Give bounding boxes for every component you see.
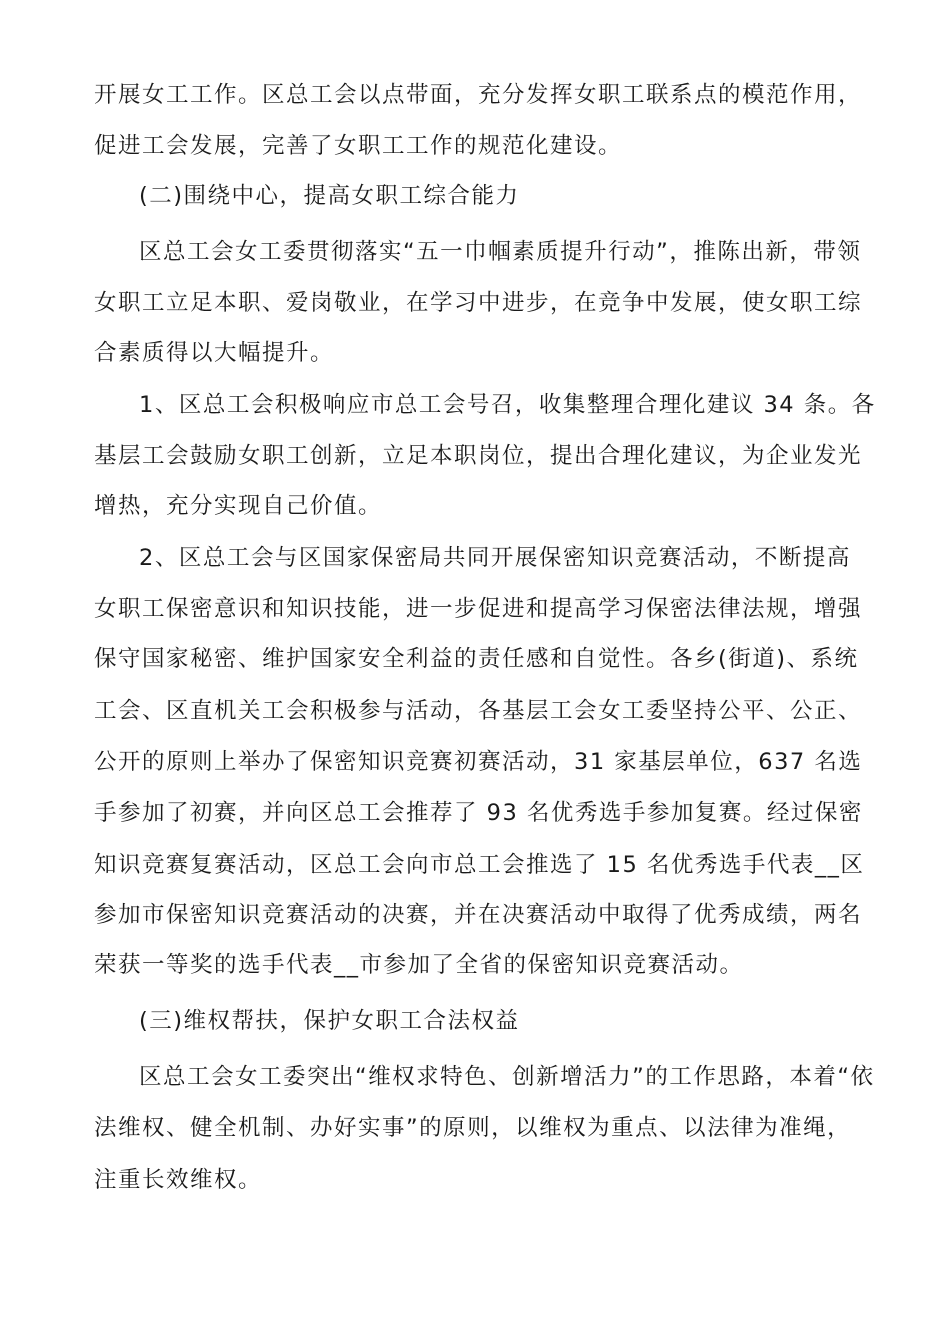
text-line: 工会、区直机关工会积极参与活动，各基层工会女工委坚持公平、公正、 <box>94 698 863 724</box>
text-line: 促进工会发展，完善了女职工工作的规范化建设。 <box>94 133 623 159</box>
text-line: 女职工立足本职、爱岗敬业，在学习中进步，在竞争中发展，使女职工综 <box>94 290 863 316</box>
text-line: 基层工会鼓励女职工创新，立足本职岗位，提出合理化建议，为企业发光 <box>94 443 863 469</box>
text-line: 公开的原则上举办了保密知识竞赛初赛活动，31 家基层单位，637 名选 <box>94 749 863 775</box>
section-heading: (二)围绕中心，提高女职工综合能力 <box>139 183 520 209</box>
text-line: 1、区总工会积极响应市总工会号召，收集整理合理化建议 34 条。各 <box>139 392 876 418</box>
text-line: 知识竞赛复赛活动，区总工会向市总工会推选了 15 名优秀选手代表__区 <box>94 852 865 878</box>
text-line: 手参加了初赛，并向区总工会推荐了 93 名优秀选手参加复赛。经过保密 <box>94 800 863 826</box>
text-line: 2、区总工会与区国家保密局共同开展保密知识竞赛活动，不断提高 <box>139 545 851 571</box>
text-line: 增热，充分实现自己价值。 <box>94 493 383 519</box>
text-line: 女职工保密意识和知识技能，进一步促进和提高学习保密法律法规，增强 <box>94 596 863 622</box>
text-line: 法维权、健全机制、办好实事”的原则，以维权为重点、以法律为准绳， <box>94 1115 852 1141</box>
text-line: 合素质得以大幅提升。 <box>94 340 335 366</box>
section-heading: (三)维权帮扶，保护女职工合法权益 <box>139 1008 520 1034</box>
text-line: 区总工会女工委突出“维权求特色、创新增活力”的工作思路，本着“依 <box>139 1064 875 1090</box>
text-line: 参加市保密知识竞赛活动的决赛，并在决赛活动中取得了优秀成绩，两名 <box>94 902 863 928</box>
text-line: 荣获一等奖的选手代表__市参加了全省的保密知识竞赛活动。 <box>94 952 744 978</box>
text-line: 注重长效维权。 <box>94 1167 263 1193</box>
text-line: 区总工会女工委贯彻落实“五一巾帼素质提升行动”，推陈出新，带领 <box>139 239 862 265</box>
text-line: 保守国家秘密、维护国家安全利益的责任感和自觉性。各乡(街道)、系统 <box>94 646 859 672</box>
text-line: 开展女工工作。区总工会以点带面，充分发挥女职工联系点的模范作用， <box>94 82 863 108</box>
